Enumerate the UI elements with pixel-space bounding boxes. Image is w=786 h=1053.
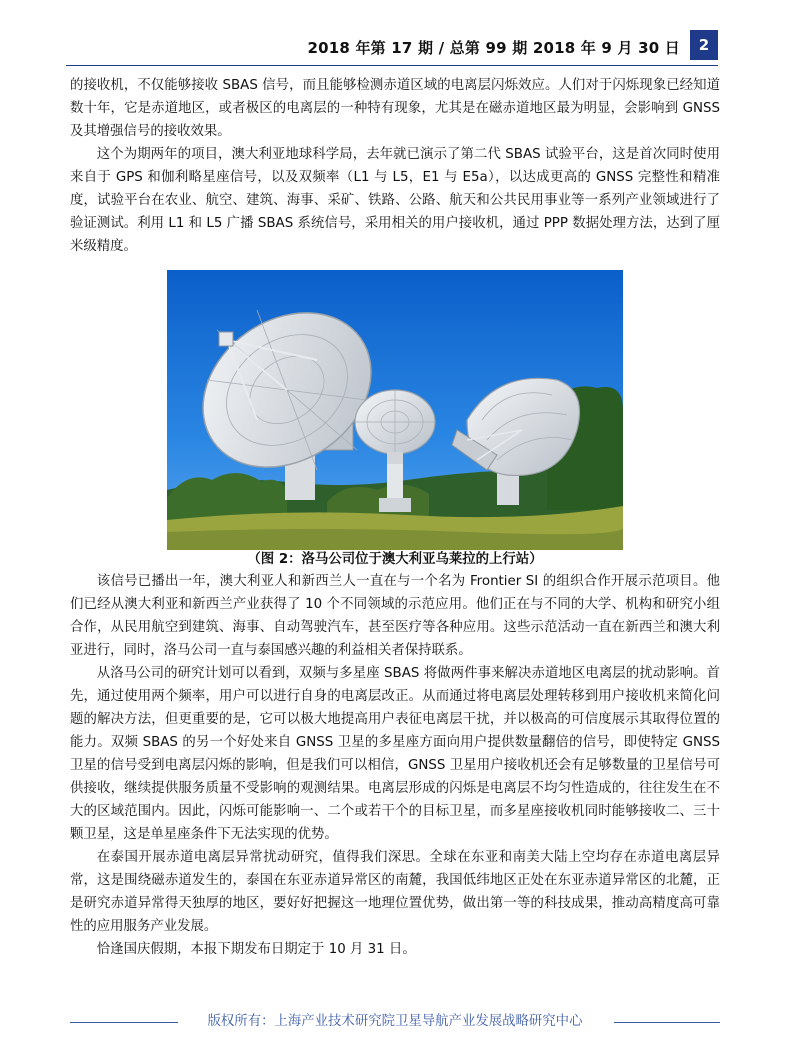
page-header	[66, 30, 718, 62]
satellite-dishes-photo	[167, 270, 623, 550]
figure-photo	[167, 270, 623, 550]
footer-rule-right	[614, 1022, 720, 1023]
page-footer	[70, 1012, 720, 1034]
paragraph-continued: 的接收机，不仅能够接收 SBAS 信号，而且能够检测赤道区域的电离层闪烁效应。人们对于闪烁现象已经知道数十年，它是赤道地区，或者极区的电离层的一种特有现象，尤其是在磁赤道地区最为明显，会影响到 GNSS 及其增强信号的接收效果。	[70, 78, 720, 139]
article-body	[70, 74, 720, 961]
issue-info: 2018 年第 17 期 / 总第 99 期 2018 年 9 月 30 日	[307, 39, 680, 57]
figure-caption: （图 2：洛马公司位于澳大利亚乌莱拉的上行站）	[247, 552, 543, 567]
page-number-badge: 2	[690, 30, 718, 60]
copyright-text: 版权所有：上海产业技术研究院卫星导航产业发展战略研究中心	[207, 1014, 583, 1029]
header-rule	[66, 65, 718, 66]
paragraph-demo: 该信号已播出一年，澳大利亚人和新西兰人一直在与一个名为 Frontier SI 的组织合作开展示范项目。他们已经从澳大利亚和新西兰产业获得了 10 个不同领域的示范应用。他们正在与不同的大学、机构和研究小组合作，从民用航空到建筑、海事、自动驾驶汽车，甚至医疗等各种应用。这些示范活动一直在新西兰和澳大利亚进行，同时，洛马公司一直与泰国感兴趣的利益相关者保持联系。	[70, 574, 720, 658]
paragraph-project: 这个为期两年的项目，澳大利亚地球科学局，去年就已演示了第二代 SBAS 试验平台，这是首次同时使用来自于 GPS 和伽利略星座信号，以及双频率（L1 与 L5，E1 与 E5a），以达成更高的 GNSS 完整性和精准度，试验平台在农业、航空、建筑、海事、采矿、铁路、公路、航天和公共民用事业等一系列产业领域进行了验证测试。利用 L1 和 L5 广播 SBAS 系统信号，采用相关的用户接收机，通过 PPP 数据处理方法，达到了厘米级精度。	[70, 147, 720, 254]
paragraph-dual-frequency: 从洛马公司的研究计划可以看到，双频与多星座 SBAS 将做两件事来解决赤道地区电离层的扰动影响。首先，通过使用两个频率，用户可以进行自身的电离层改正。从而通过将电离层处理转移到用户接收机来简化问题的解决方法，但更重要的是，它可以极大地提高用户表征电离层干扰，并以极高的可信度展示其取得位置的能力。双频 SBAS 的另一个好处来自 GNSS 卫星的多星座方面向用户提供数量翻倍的信号，即使特定 GNSS 卫星的信号受到电离层闪烁的影响，但是我们可以相信，GNSS 卫星用户接收机还会有足够数量的卫星信号可供接收，继续提供服务质量不受影响的观测结果。电离层形成的闪烁是电离层不均匀性造成的，往往发生在不大的区域范围内。因此，闪烁可能影响一、二个或若干个的目标卫星，而多星座接收机同时能够接收二、三十颗卫星，这是单星座条件下无法实现的优势。	[70, 666, 720, 842]
paragraph-thailand: 在泰国开展赤道电离层异常扰动研究，值得我们深思。全球在东亚和南美大陆上空均存在赤道电离层异常，这是围绕磁赤道发生的，泰国在东亚赤道异常区的南麓，我国低纬地区正处在东亚赤道异常区的北麓，正是研究赤道异常得天独厚的地区，要好好把握这一地理位置优势，做出第一等的科技成果，推动高精度高可靠性的应用服务产业发展。	[70, 850, 720, 934]
paragraph-holiday-notice: 恰逢国庆假期，本报下期发布日期定于 10 月 31 日。	[96, 942, 416, 957]
